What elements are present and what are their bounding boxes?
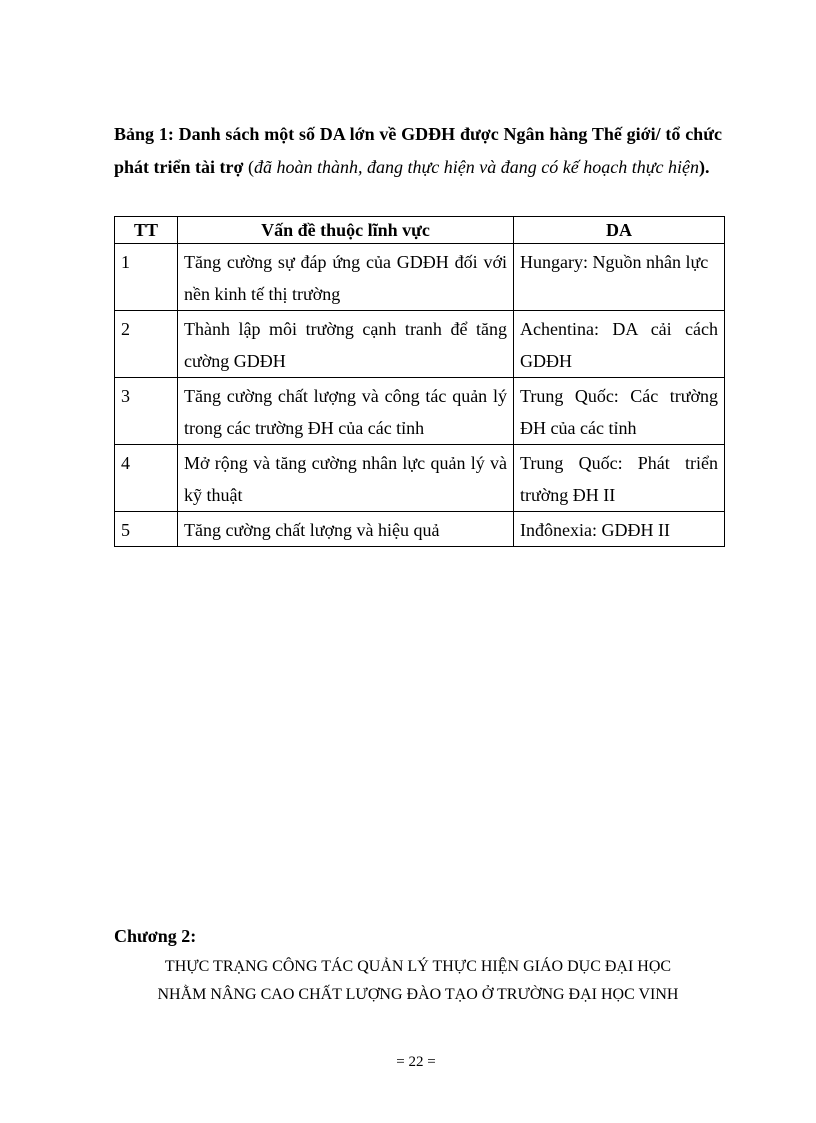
caption-title: Bảng 1: Danh sách một số DA lớn về GDĐH được Ngân hàng Thế giới/ tổ chức phát triển tài trợ bbox=[114, 124, 722, 177]
chapter-label: Chương 2: bbox=[114, 926, 197, 946]
table-row bbox=[115, 244, 725, 311]
header-tt: TT bbox=[115, 217, 178, 244]
header-project: DA bbox=[514, 217, 725, 244]
caption-paren-close: ). bbox=[699, 157, 710, 177]
table-caption bbox=[114, 118, 722, 184]
cell-issue: Tăng cường chất lượng và hiệu quả bbox=[178, 512, 514, 547]
page-number: = 22 = bbox=[396, 1054, 436, 1070]
cell-project: Hungary: Nguồn nhân lực bbox=[514, 244, 725, 311]
table-row bbox=[115, 445, 725, 512]
chapter-title-line-1: THỰC TRẠNG CÔNG TÁC QUẢN LÝ THỰC HIỆN GIÁO DỤC ĐẠI HỌC bbox=[164, 958, 672, 975]
cell-tt: 5 bbox=[115, 512, 178, 547]
cell-issue: Thành lập môi trường cạnh tranh để tăng cường GDĐH bbox=[178, 311, 514, 378]
cell-issue: Tăng cường sự đáp ứng của GDĐH đối với nền kinh tế thị trường bbox=[178, 244, 514, 311]
cell-tt: 1 bbox=[115, 244, 178, 311]
cell-project: Trung Quốc: Phát triển trường ĐH II bbox=[514, 445, 725, 512]
projects-table bbox=[114, 216, 725, 547]
table-header-row bbox=[115, 217, 725, 244]
cell-tt: 2 bbox=[115, 311, 178, 378]
cell-project: Inđônexia: GDĐH II bbox=[514, 512, 725, 547]
header-issue: Vấn đề thuộc lĩnh vực bbox=[178, 217, 514, 244]
cell-project: Achentina: DA cải cách GDĐH bbox=[514, 311, 725, 378]
table-row bbox=[115, 311, 725, 378]
cell-project: Trung Quốc: Các trường ĐH của các tỉnh bbox=[514, 378, 725, 445]
table-row bbox=[115, 512, 725, 547]
cell-tt: 3 bbox=[115, 378, 178, 445]
cell-issue: Mở rộng và tăng cường nhân lực quản lý và kỹ thuật bbox=[178, 445, 514, 512]
cell-tt: 4 bbox=[115, 445, 178, 512]
caption-paren-open: ( bbox=[243, 157, 254, 177]
chapter-title-line-2: NHẰM NÂNG CAO CHẤT LƯỢNG ĐÀO TẠO Ở TRƯỜNG ĐẠI HỌC VINH bbox=[157, 986, 679, 1003]
caption-note: đã hoàn thành, đang thực hiện và đang có kế hoạch thực hiện bbox=[253, 157, 699, 177]
cell-issue: Tăng cường chất lượng và công tác quản lý trong các trường ĐH của các tỉnh bbox=[178, 378, 514, 445]
table-row bbox=[115, 378, 725, 445]
